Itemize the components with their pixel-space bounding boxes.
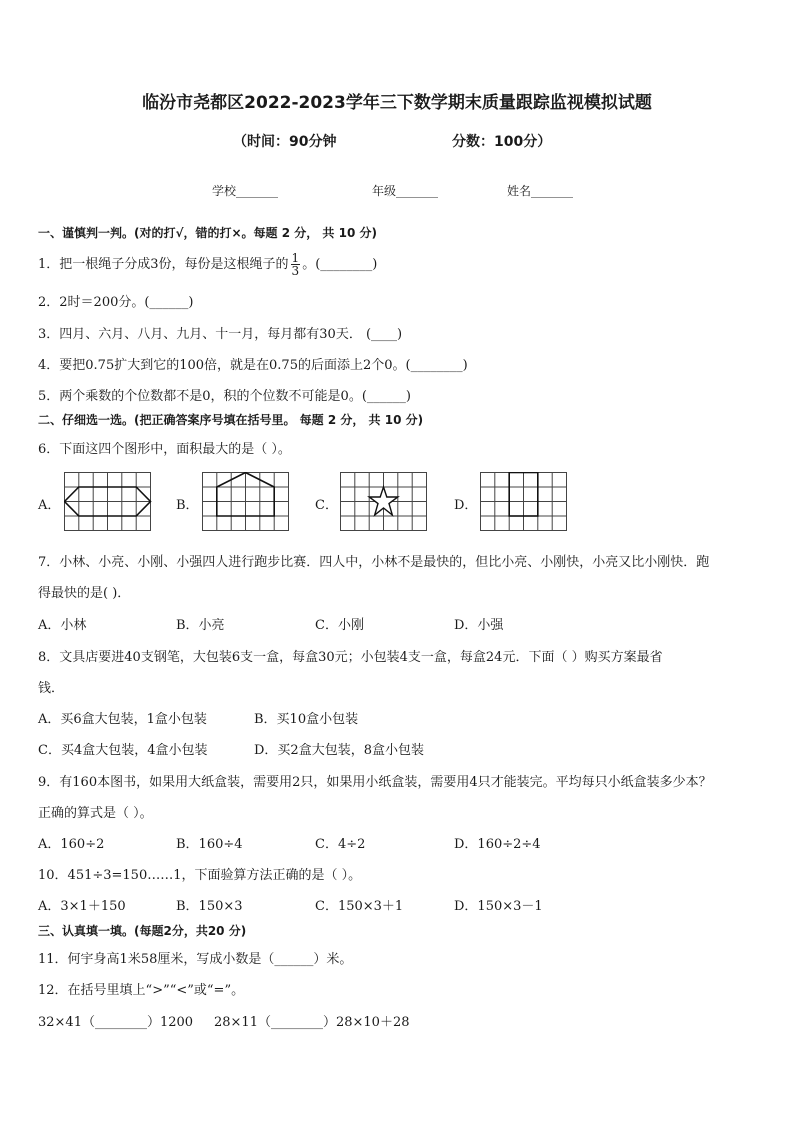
question-11: 11．何宇身高1米58厘米，写成小数是（______）米。 <box>38 952 353 967</box>
fraction-numerator: 1 <box>291 251 300 265</box>
question-8-line-2: 钱． <box>38 681 65 696</box>
fraction-one-third <box>291 252 301 277</box>
figure-a-hexagon <box>64 472 152 532</box>
option-a-label: A． <box>38 498 61 513</box>
section-1-heading: 一、谨慎判一判。(对的打√，错的打×。每题 2 分， 共 10 分) <box>38 226 377 240</box>
question-1-text: 1．把一根绳子分成3份，每份是这根绳子的 <box>38 257 289 272</box>
figure-b-house <box>202 472 290 532</box>
option-b-label: B． <box>176 498 199 513</box>
page-title: 临汾市尧都区2022-2023学年三下数学期末质量跟踪监视模拟试题 <box>142 93 652 113</box>
question-9-line-1: 9．有160本图书，如果用大纸盒装，需要用2只，如果用小纸盒装，需要用4只才能装完。平均每只小纸盒装多少本？ <box>38 775 712 790</box>
option-c-label: C． <box>315 498 338 513</box>
q7-option-c: C．小刚 <box>315 618 364 633</box>
q9-option-b: B．160÷4 <box>176 837 243 852</box>
q10-option-c: C．150×3＋1 <box>315 899 404 914</box>
question-8-line-1: 8．文具店要进40支钢笔，大包装6支一盒，每盒30元；小包装4支一盒，每盒24元．下面（ ）购买方案最省 <box>38 650 663 665</box>
option-d-label: D． <box>454 498 478 513</box>
question-1-blank: 。(________) <box>302 257 378 272</box>
q10-option-d: D．150×3－1 <box>454 899 543 914</box>
q8-option-a: A．买6盒大包装，1盒小包装 <box>38 712 207 727</box>
question-4: 4．要把0.75扩大到它的100倍，就是在0.75的后面添上2个0。(________) <box>38 358 468 373</box>
q7-option-a: A．小林 <box>38 618 87 633</box>
q8-option-b: B．买10盒小包装 <box>254 712 359 727</box>
q7-option-b: B．小亮 <box>176 618 225 633</box>
q9-option-a: A．160÷2 <box>38 837 105 852</box>
q12-comparison-b: 28×11（________）28×10＋28 <box>214 1015 410 1030</box>
q7-option-d: D．小强 <box>454 618 504 633</box>
section-3-heading: 三、认真填一填。(每题2分，共20 分) <box>38 924 247 938</box>
question-12: 12．在括号里填上“>”“<”或“=”。 <box>38 983 245 998</box>
question-9-line-2: 正确的算式是（ ）。 <box>38 806 153 821</box>
question-1 <box>38 252 377 277</box>
question-2: 2．2时＝200分。(______) <box>38 295 194 310</box>
figure-d-rectangle <box>480 472 568 532</box>
exam-time: （时间：90分钟 <box>233 134 337 150</box>
fraction-denominator: 3 <box>291 264 300 278</box>
figure-c-star <box>340 472 428 532</box>
q9-option-d: D．160÷2÷4 <box>454 837 541 852</box>
q9-option-c: C．4÷2 <box>315 837 366 852</box>
question-6: 6．下面这四个图形中，面积最大的是（ ）。 <box>38 442 291 457</box>
question-3: 3．四月、六月、八月、九月、十一月，每月都有30天． (____) <box>38 327 403 342</box>
q12-comparison-a: 32×41（________）1200 <box>38 1015 194 1030</box>
question-7-line-2: 得最快的是( )． <box>38 586 131 601</box>
question-10: 10．451÷3=150……1，下面验算方法正确的是（ ）。 <box>38 868 362 883</box>
exam-score: 分数：100分） <box>452 134 552 150</box>
q8-option-c: C．买4盒大包装，4盒小包装 <box>38 743 208 758</box>
grade-field: 年级_______ <box>372 184 439 198</box>
school-field: 学校_______ <box>212 184 279 198</box>
q10-option-a: A．3×1＋150 <box>38 899 126 914</box>
question-7-line-1: 7．小林、小亮、小刚、小强四人进行跑步比赛．四人中，小林不是最快的，但比小亮、小刚快，小亮又比小刚快．跑 <box>38 555 710 570</box>
q10-option-b: B．150×3 <box>176 899 243 914</box>
question-5: 5．两个乘数的个位数都不是0，积的个位数不可能是0。(______) <box>38 389 411 404</box>
name-field: 姓名_______ <box>507 184 574 198</box>
section-2-heading: 二、仔细选一选。(把正确答案序号填在括号里。 每题 2 分， 共 10 分) <box>38 413 424 427</box>
q8-option-d: D．买2盒大包装，8盒小包装 <box>254 743 424 758</box>
